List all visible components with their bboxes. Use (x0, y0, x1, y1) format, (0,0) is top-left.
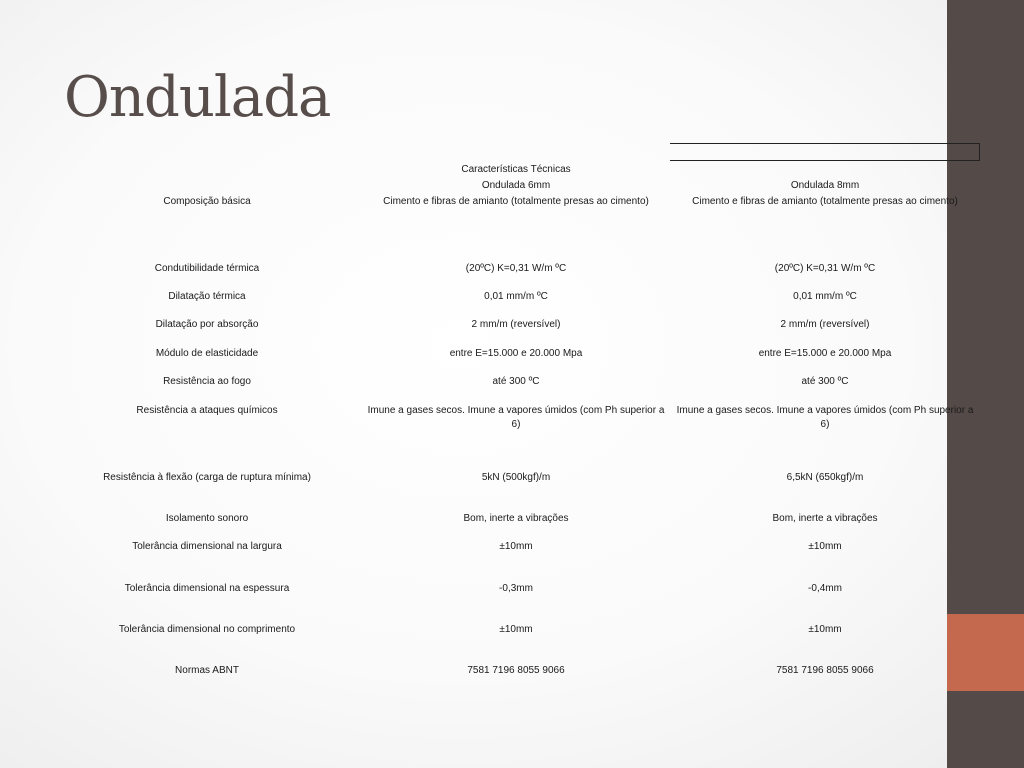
cell-8mm: Cimento e fibras de amianto (totalmente presas ao cimento) (692, 196, 958, 207)
cell-6mm: ±10mm (499, 541, 533, 552)
row-label: Normas ABNT (175, 665, 239, 676)
cell-6mm: entre E=15.000 e 20.000 Mpa (449, 348, 583, 359)
table-top-border (670, 143, 980, 161)
cell-6mm: ±10mm (499, 624, 533, 635)
cell-8mm: (20ºC) K=0,31 W/m ºC (774, 263, 876, 274)
cell-6mm: 7581 7196 8055 9066 (467, 665, 565, 676)
cell-6mm: 5kN (500kgf)/m (481, 472, 551, 483)
cell-8mm: 6,5kN (650kgf)/m (786, 472, 864, 483)
cell-6mm: Bom, inerte a vibrações (463, 513, 569, 524)
row-label: Isolamento sonoro (165, 513, 249, 524)
column-header-6mm: Ondulada 6mm (481, 180, 551, 191)
table-caption: Características Técnicas (461, 164, 571, 175)
row-label: Resistência ao fogo (163, 376, 251, 387)
slide-title: Ondulada (64, 65, 331, 130)
row-label: Condutibilidade térmica (154, 263, 260, 274)
cell-8mm: ±10mm (808, 541, 842, 552)
cell-6mm: até 300 ºC (492, 376, 540, 387)
cell-8mm: Imune a gases secos. Imune a vapores úmidos (com Ph superior a 6) (676, 405, 974, 430)
cell-8mm: até 300 ºC (801, 376, 849, 387)
cell-6mm: Imune a gases secos. Imune a vapores úmidos (com Ph superior a 6) (367, 405, 665, 430)
row-label: Resistência a ataques químicos (136, 405, 278, 416)
cell-8mm: 2 mm/m (reversível) (780, 319, 870, 330)
cell-8mm: 0,01 mm/m ºC (793, 291, 857, 302)
row-label: Módulo de elasticidade (155, 348, 259, 359)
cell-6mm: Cimento e fibras de amianto (totalmente presas ao cimento) (383, 196, 649, 207)
row-label: Tolerância dimensional no comprimento (118, 624, 296, 635)
cell-6mm: -0,3mm (499, 583, 533, 594)
cell-8mm: ±10mm (808, 624, 842, 635)
cell-8mm: Bom, inerte a vibrações (772, 513, 878, 524)
row-label: Dilatação por absorção (155, 319, 259, 330)
cell-8mm: -0,4mm (808, 583, 842, 594)
cell-6mm: 2 mm/m (reversível) (471, 319, 561, 330)
cell-8mm: 7581 7196 8055 9066 (776, 665, 874, 676)
row-label: Dilatação térmica (168, 291, 246, 302)
row-label: Tolerância dimensional na espessura (124, 583, 290, 594)
cell-6mm: 0,01 mm/m ºC (484, 291, 548, 302)
column-header-8mm: Ondulada 8mm (790, 180, 860, 191)
row-label: Resistência à flexão (carga de ruptura mínima) (103, 472, 311, 483)
cell-6mm: (20ºC) K=0,31 W/m ºC (465, 263, 567, 274)
row-label: Tolerância dimensional na largura (132, 541, 282, 552)
cell-8mm: entre E=15.000 e 20.000 Mpa (758, 348, 892, 359)
row-label: Composição básica (163, 196, 251, 207)
